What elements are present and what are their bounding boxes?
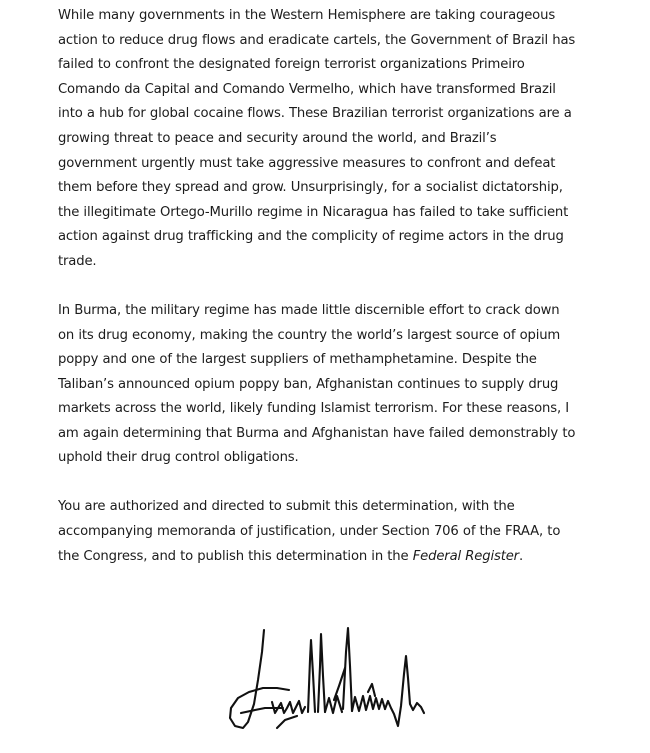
text-line: on its drug economy, making the country the world’s largest source of opium xyxy=(58,327,561,343)
paragraph-brazil-nicaragua xyxy=(58,4,610,275)
paragraph-authorization xyxy=(58,495,610,569)
text-line: government urgently must take aggressive measures to confront and defeat xyxy=(58,155,556,171)
text-line: the illegitimate Ortego-Murillo regime in Nicaragua has failed to take sufficient xyxy=(58,204,569,220)
text-line: growing threat to peace and security around the world, and Brazil’s xyxy=(58,130,497,146)
text-line: action to reduce drug flows and eradicate cartels, the Government of Brazil has xyxy=(58,32,576,48)
document-body xyxy=(58,4,610,594)
text-line: failed to confront the designated foreign terrorist organizations Primeiro xyxy=(58,57,525,73)
federal-register-title: Federal Register xyxy=(412,548,519,564)
text-line: You are authorized and directed to submit this determination, with the xyxy=(58,499,515,515)
text-line: uphold their drug control obligations. xyxy=(58,450,299,466)
text-segment: the Congress, and to publish this determination in the xyxy=(58,548,413,564)
text-line: am again determining that Burma and Afghanistan have failed demonstrably to xyxy=(58,425,576,441)
text-line: into a hub for global cocaine flows. These Brazilian terrorist organizations are a xyxy=(58,106,572,122)
text-line: accompanying memoranda of justification, under Section 706 of the FRAA, to xyxy=(58,524,561,540)
text-line: action against drug trafficking and the complicity of regime actors in the drug xyxy=(58,229,564,245)
text-line: them before they spread and grow. Unsurprisingly, for a socialist dictatorship, xyxy=(58,180,563,196)
text-line: poppy and one of the largest suppliers of methamphetamine. Despite the xyxy=(58,352,537,368)
text-segment: . xyxy=(518,548,523,564)
text-line: In Burma, the military regime has made little discernible effort to crack down xyxy=(58,302,560,318)
text-line: trade. xyxy=(58,253,97,269)
text-line: Comando da Capital and Comando Vermelho, which have transformed Brazil xyxy=(58,81,556,97)
text-line-final xyxy=(58,545,610,570)
text-line: Taliban’s announced opium poppy ban, Afghanistan continues to supply drug xyxy=(58,376,559,392)
text-line: While many governments in the Western Hemisphere are taking courageous xyxy=(58,8,556,23)
text-line: markets across the world, likely funding Islamist terrorism. For these reasons, I xyxy=(58,401,569,417)
signature-icon xyxy=(225,622,435,734)
paragraph-burma-afghanistan xyxy=(58,299,610,471)
